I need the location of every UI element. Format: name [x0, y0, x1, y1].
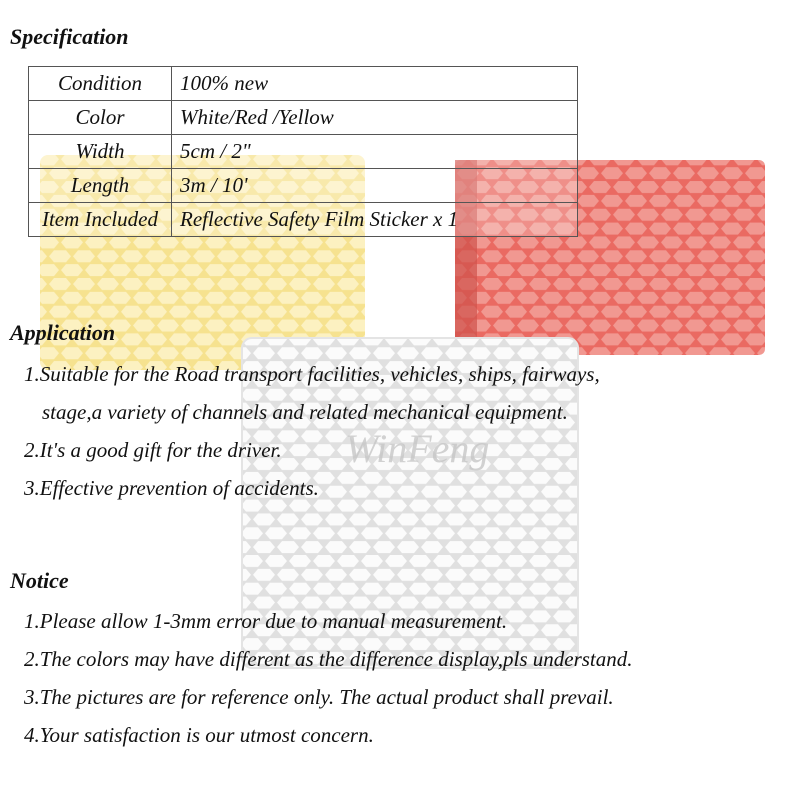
table-row — [29, 135, 578, 169]
table-row — [29, 203, 578, 237]
specification-table — [28, 66, 578, 237]
spec-key: Item Included — [29, 203, 172, 237]
spec-value: White/Red /Yellow — [172, 101, 578, 135]
list-item: 3.Effective prevention of accidents. — [24, 476, 319, 500]
table-row — [29, 169, 578, 203]
spec-value: 100% new — [172, 67, 578, 101]
specification-heading: Specification — [10, 24, 129, 49]
spec-value: 3m / 10' — [172, 169, 578, 203]
list-item: 2.The colors may have different as the difference display,pls understand. — [24, 647, 633, 671]
spec-key: Length — [29, 169, 172, 203]
notice-list — [24, 602, 633, 754]
application-list — [24, 355, 600, 507]
list-item: 1.Please allow 1-3mm error due to manual measurement. — [24, 609, 508, 633]
spec-key: Width — [29, 135, 172, 169]
table-row — [29, 101, 578, 135]
spec-key: Condition — [29, 67, 172, 101]
application-heading: Application — [10, 320, 116, 345]
spec-key: Color — [29, 101, 172, 135]
spec-value: Reflective Safety Film Sticker x 1 — [172, 203, 578, 237]
list-item: 3.The pictures are for reference only. The actual product shall prevail. — [24, 685, 614, 709]
list-item: stage,a variety of channels and related mechanical equipment. — [42, 400, 568, 424]
list-item: 4.Your satisfaction is our utmost concern. — [24, 723, 374, 747]
notice-heading: Notice — [10, 568, 69, 593]
watermark-text: WinFeng — [345, 426, 490, 471]
spec-value: 5cm / 2" — [172, 135, 578, 169]
table-row — [29, 67, 578, 101]
list-item: 1.Suitable for the Road transport facilities, vehicles, ships, fairways, — [24, 362, 600, 386]
list-item: 2.It's a good gift for the driver. — [24, 438, 282, 462]
